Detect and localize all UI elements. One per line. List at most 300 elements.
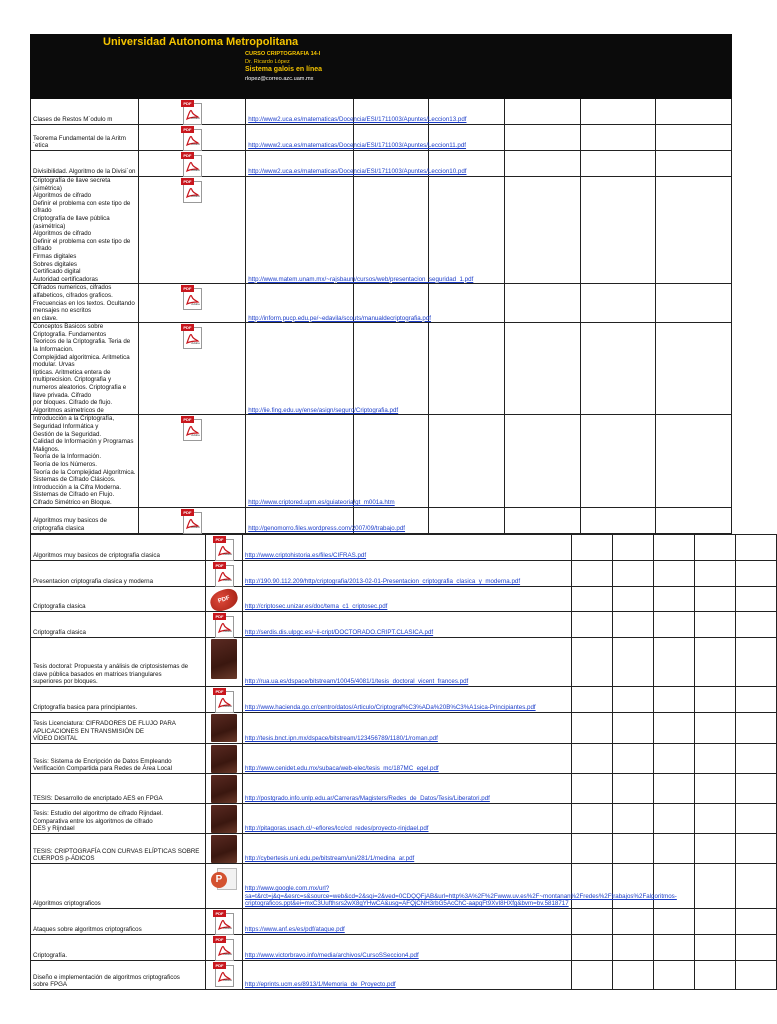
pdf-icon[interactable] [181,126,203,150]
resource-link[interactable]: http://genomorro.files.wordpress.com/2007/09/trabajo.pdf [248,524,406,532]
empty-cell [429,415,505,507]
url-cell [246,415,395,507]
adobe-label: Adobe [191,194,200,199]
empty-cell [654,935,695,961]
description-text: Tesis doctoral: Propuesta y análisis de criptosistemas de clave pública basados en matrices triangulares superiores por bloques. [33,663,189,686]
empty-cell [654,834,695,864]
pdf-icon[interactable] [181,285,203,309]
pdf-icon[interactable] [213,536,235,560]
table-row [31,864,777,909]
file-icon-cell [138,415,246,507]
url-cell [243,804,572,834]
empty-cell [736,612,777,638]
contact-email[interactable]: rlopez@correo.azc.uam.mx [245,75,314,82]
resource-link[interactable]: http://postgrado.info.unlp.edu.ar/Carreras/Magisters/Redes_de_Datos/Tesis/Liberatori.pdf [245,795,490,803]
table-row [31,612,777,638]
topic-description [31,99,139,125]
empty-cell [572,638,613,687]
pdf-tab-label: PDF [181,509,194,516]
thesis-cover-thumbnail[interactable] [211,775,237,803]
pdf-icon[interactable] [213,562,235,586]
pdf-tab-label: PDF [213,962,226,969]
file-icon-cell [138,125,246,151]
empty-cell [429,507,505,533]
empty-cell [429,35,505,99]
pdf-icon[interactable] [181,416,203,440]
resource-link[interactable]: http://serdis.dis.ulpgc.es/~ii-cript/DOCTORADO.CRIPT.CLASICA.pdf [245,629,434,637]
pdf-tab-label: PDF [213,910,226,917]
url-cell [243,834,572,864]
file-icon-cell [206,535,243,561]
empty-cell [505,323,581,415]
description-text: TESIS: Desarrollo de encriptado AES en FPGA [33,795,163,803]
empty-cell [736,561,777,587]
empty-cell [656,284,732,323]
empty-cell [613,744,654,774]
empty-cell [505,125,581,151]
table-row [31,587,777,612]
url-cell [246,151,467,177]
powerpoint-p-mark: P [211,872,227,888]
adobe-label: Adobe [223,704,232,709]
empty-cell [580,125,656,151]
pdf-tab-label: PDF [213,562,226,569]
pdf-tab-label: PDF [181,178,194,185]
empty-cell [572,834,613,864]
topic-description [31,561,206,587]
adobe-label: Adobe [223,952,232,957]
topic-description [31,713,206,744]
pdf-icon[interactable] [213,962,235,986]
pdf-tab-label: PDF [181,152,194,159]
pdf-tab-label: PDF [181,100,194,107]
description-text: Conceptos Basicos sobre Criptografia. Fundamentos Teoricos de la Criptografia. Teria de la Informacion. Complejidad algoritmica. Aritmetica modular. Urvas lipticas. Aritmetica entera de multiprecision. Criptografia y numeros aleatorios. Criptografia e llave privada. Cifrado por bloques. Cifrado de flujo. Algoritmos asimetricos de [33,323,131,414]
description-text: Criptografía de llave secreta (simétrica) Algoritmos de cifrado Definir el problema con este tipo de cifrado Criptografía de llave pública (asimétrica) Algoritmos de cifrado Definir el problema con este tipo de cifrado Firmas digitales Sobres digitales Certificado digital Autoridad certificadoras [33,177,131,283]
topic-description [31,151,139,177]
empty-cell [654,713,695,744]
empty-cell [654,587,695,612]
description-text: Teorema Fundamental de la Aritm´etica [33,134,126,150]
url-cell [246,284,432,323]
resource-link[interactable]: http://www2.uca.es/matematicas/Docencia/ESI/1711003/Apuntes/Leccion13.pdf [248,116,467,124]
empty-cell [613,612,654,638]
url-cell [243,774,572,804]
pdf-icon[interactable] [213,910,235,934]
empty-cell [572,561,613,587]
empty-cell [613,587,654,612]
resource-link[interactable]: http://www.criptohistoria.es/files/CIFRAS.pdf [245,552,367,560]
empty-cell [505,35,581,99]
pdf-tab-label: PDF [181,416,194,423]
adobe-label: Adobe [223,552,232,557]
empty-cell [695,612,736,638]
topic-description [31,587,206,612]
file-icon-cell [206,909,243,935]
description-text: Presentacion criptografia clasica y moderna [33,578,154,586]
empty-cell [572,804,613,834]
thesis-cover-thumbnail[interactable] [211,714,237,742]
file-icon-cell [206,961,243,990]
empty-cell [656,125,732,151]
thesis-cover-thumbnail[interactable] [211,745,237,773]
url-cell [243,909,572,935]
resource-link[interactable]: http://tesis.bnct.ipn.mx/dspace/bitstream/123456789/1180/1/roman.pdf [245,735,438,743]
topic-description [31,834,206,864]
topic-description [31,864,206,909]
file-icon-cell [206,935,243,961]
thesis-cover-thumbnail[interactable] [211,835,237,863]
pdf-icon[interactable] [181,509,203,533]
header-row [31,35,732,99]
adobe-label: Adobe [191,142,200,147]
empty-cell [656,415,732,507]
empty-cell [572,535,613,561]
course-info [205,35,322,83]
topic-description [31,935,206,961]
empty-cell [580,177,656,284]
empty-cell [572,612,613,638]
empty-cell [505,415,581,507]
table-row [31,834,777,864]
pdf-icon[interactable] [213,613,235,637]
file-icon-cell [206,804,243,834]
empty-cell [613,909,654,935]
file-icon-cell [138,151,246,177]
empty-cell [613,804,654,834]
topic-description [31,804,206,834]
empty-cell [656,35,732,99]
empty-cell [580,323,656,415]
resource-link[interactable]: http://rua.ua.es/dspace/bitstream/10045/4081/1/tesis_doctoral_vicent_frances.pdf [245,678,469,686]
empty-cell [505,99,581,125]
empty-cell [654,561,695,587]
resource-link[interactable]: http://190.90.112.209/http/criptografia/2013-02-01-Presentacion_criptografia_clasica_y_moderna.pdf [245,578,521,586]
resources-table [30,534,777,990]
empty-cell [736,909,777,935]
url-cell [243,864,677,909]
table-row [31,415,732,507]
topic-description [31,687,206,713]
pdf-tab-label: PDF [213,936,226,943]
description-text: Ataques sobre algoritmos criptograficos [33,926,142,934]
description-text: Diseño e implementación de algoritmos criptograficos sobre FPGA [33,973,180,989]
table-row [31,687,777,713]
empty-cell [505,177,581,284]
file-icon-cell [206,687,243,713]
description-text: Introducción a la Criptografía, Seguridad Informática y Gestión de la Seguridad. Calidad de Información y Programas Malignos. Teoría de la Información. Teoría de los Números. Teoría de la Complejidad Algorítmica. Sistemas de Cifrado Clásicos. Introducción a la Cifra Moderna. Sistemas de Cifrado en Flujo. Cifrado Simétrico en Bloque. [33,415,136,506]
empty-cell [736,687,777,713]
resource-link[interactable]: http://criptosec.unizar.es/doc/tema_c1_criptosec.pdf [245,603,388,611]
empty-cell [736,935,777,961]
description-text: Algoritmos muy basicos de criptografia clasica [33,552,160,560]
description-text: Algoritmos muy basicos de criptografia clasica [33,517,107,532]
adobe-label: Adobe [223,629,232,634]
empty-cell [572,864,613,909]
empty-cell [656,507,732,533]
empty-cell [695,834,736,864]
pdf-icon[interactable] [213,688,235,712]
empty-cell [505,151,581,177]
powerpoint-icon[interactable] [211,866,237,892]
university-title: Universidad Autonoma Metropolitana [103,36,299,48]
resource-link[interactable]: http://www.victorbravo.info/media/archivos/CursoSSeccion4.pdf [245,952,419,960]
resource-link[interactable]: http://iie.fing.edu.uy/ense/asign/seguro/Criptografia.pdf [248,406,399,414]
url-cell [246,125,467,151]
resource-link[interactable]: http://www.criptored.upm.es/guiateoria/gt_m001a.htm [248,498,395,506]
empty-cell [654,687,695,713]
resource-link[interactable]: http://www.cenidet.edu.mx/subaca/web-elec/tesis_mc/187MC_egel.pdf [245,765,439,773]
table-row [31,713,777,744]
pdf-tab-label: PDF [213,613,226,620]
empty-cell [736,864,777,909]
empty-cell [572,935,613,961]
table-row [31,935,777,961]
topic-description [31,323,139,415]
course-table [30,34,732,534]
empty-cell [736,713,777,744]
resource-link[interactable]: http://www2.uca.es/matematicas/Docencia/ESI/1711003/Apuntes/Leccion10.pdf [248,168,467,176]
adobe-label: Adobe [191,116,200,121]
file-icon-cell [138,99,246,125]
empty-cell [580,415,656,507]
url-cell [243,961,572,990]
table-row [31,284,732,323]
url-cell [243,935,572,961]
course-name: CURSO CRIPTOGRAFIA 14-I [245,51,321,57]
table-row [31,177,732,284]
file-icon-cell [206,744,243,774]
empty-cell [695,744,736,774]
pdf-icon[interactable] [181,324,203,348]
file-icon-cell [206,638,243,687]
empty-cell [580,284,656,323]
table-row [31,561,777,587]
url-cell [246,507,406,533]
pdf-icon[interactable] [181,152,203,176]
topic-description [31,774,206,804]
empty-cell [505,284,581,323]
url-cell [246,323,399,415]
adobe-label: Adobe [223,926,232,931]
empty-cell [654,535,695,561]
empty-cell [656,99,732,125]
table-row [31,323,732,415]
empty-cell [695,961,736,990]
table-row [31,774,777,804]
pdf-icon[interactable] [213,936,235,960]
adobe-label: Adobe [191,168,200,173]
url-cell [243,561,572,587]
resource-link[interactable]: http://eprints.ucm.es/8913/1/Memoria_de_Proyecto.pdf [245,981,396,989]
table-row [31,125,732,151]
empty-cell [654,864,695,909]
topic-description [31,638,206,687]
description-text: Cifrados numericos, cifrados alfabeticos, cifrados graficos. Frecuencias en los textos. Ocultando mensajes no escritos en clave. [33,284,135,322]
resource-link[interactable]: http://www.matem.unam.mx/~rajsbaum/cursos/web/presentacion_seguridad_1.pdf [248,275,474,283]
empty-cell [695,713,736,744]
file-icon-cell [138,177,246,284]
pdf-tab-label: PDF [213,536,226,543]
empty-cell [613,935,654,961]
empty-cell [656,151,732,177]
description-text: Divisibilidad. Algoritmo de la Divisi´on [33,168,136,176]
empty-cell [736,638,777,687]
file-icon-cell [206,587,243,612]
empty-cell [736,804,777,834]
empty-cell [736,961,777,990]
url-cell [243,587,572,612]
table-row [31,507,732,533]
pdf-tab-label: PDF [181,324,194,331]
empty-cell [572,744,613,774]
resource-link[interactable]: http://www.hacienda.go.cr/centro/datos/Articulo/Criptograf%C3%ADa%20B%C3%A1sica-Principiantes.pdf [245,704,536,712]
file-icon-cell [206,561,243,587]
thesis-cover-thumbnail[interactable] [211,639,237,679]
empty-cell [695,587,736,612]
empty-cell [572,961,613,990]
pdf-tab-label: PDF [181,126,194,133]
empty-cell [654,744,695,774]
file-icon-cell [138,507,246,533]
topic-description [31,125,139,151]
empty-cell [429,284,505,323]
empty-cell [656,177,732,284]
resource-link[interactable]: http://inform.pucp.edu.pe/~edavila/scouts/manualdecriptografia.pdf [248,314,432,322]
table-row [31,151,732,177]
empty-cell [572,774,613,804]
topic-description [31,177,139,284]
empty-cell [613,961,654,990]
header-title-cell [31,35,354,99]
file-icon-cell [206,612,243,638]
empty-cell [654,638,695,687]
empty-cell [736,774,777,804]
empty-cell [736,535,777,561]
empty-cell [613,561,654,587]
resource-link[interactable]: http://www2.uca.es/matematicas/Docencia/ESI/1711003/Apuntes/Leccion11.pdf [248,142,467,150]
empty-cell [505,507,581,533]
empty-cell [429,323,505,415]
empty-cell [654,612,695,638]
topic-description [31,612,206,638]
empty-cell [654,909,695,935]
description-text: Criptografia clasica [33,603,86,611]
pdf-icon[interactable] [181,178,203,202]
empty-cell [695,687,736,713]
empty-cell [613,864,654,909]
empty-cell [613,687,654,713]
topic-description [31,535,206,561]
adobe-label: Adobe [223,578,232,583]
empty-cell [580,99,656,125]
pdf-tab-label: PDF [213,688,226,695]
empty-cell [580,151,656,177]
url-cell [243,638,572,687]
adobe-label: Adobe [223,978,232,983]
empty-cell [695,638,736,687]
empty-cell [695,935,736,961]
empty-cell [353,323,429,415]
resource-link[interactable]: http://www.google.com.mx/url?sa=t&rct=j&q=&esrc=s&source=web&cd=2&sqi=2&ved=0CDQQFjAB&url=http%3A%2F%2Fwww.uv.es%2F~montanan%2Fredes%2Ftrabajos%2Falgoritmos-criptograficos.ppt&ei=mxC3Uufthsrs2wX8gYHwCA&usg=AFQjCNH3rbG5AcChC-aapqFt9XvI8HXfg&bvm=bv.5818717 [245,885,677,908]
url-cell [246,177,474,284]
description-text: Clases de Restos M´odulo m [33,116,113,124]
url-cell [243,612,572,638]
description-text: Criptografía. [33,952,68,960]
resource-link[interactable]: http://cybertesis.uni.edu.pe/bitstream/uni/281/1/medina_ar.pdf [245,855,415,863]
empty-cell [654,774,695,804]
file-icon-cell [206,834,243,864]
empty-cell [736,744,777,774]
empty-cell [572,687,613,713]
description-text: Tesis: Sistema de Encripción de Datos Empleando Verificación Compartida para Redes de Área Local [33,757,172,773]
empty-cell [353,177,429,284]
url-cell [243,687,572,713]
empty-cell [580,35,656,99]
description-text: Algoritmos criptograficos [33,900,101,908]
empty-cell [695,561,736,587]
file-icon-cell [138,284,246,323]
empty-cell [695,864,736,909]
empty-cell [695,909,736,935]
pdf-icon[interactable] [181,100,203,124]
thesis-cover-thumbnail[interactable] [211,805,237,833]
empty-cell [613,713,654,744]
topic-description [31,507,139,533]
url-cell [243,713,572,744]
adobe-label: Adobe [191,432,200,437]
empty-cell [613,774,654,804]
empty-cell [654,804,695,834]
empty-cell [572,909,613,935]
table-row [31,535,777,561]
empty-cell [572,587,613,612]
topic-description [31,284,139,323]
url-cell [243,535,572,561]
url-cell [243,744,572,774]
file-icon-cell [138,323,246,415]
url-cell [246,99,467,125]
pdf-badge-icon[interactable]: PDF [208,586,241,614]
empty-cell [695,774,736,804]
table-row [31,638,777,687]
empty-cell [656,323,732,415]
empty-cell [580,507,656,533]
file-icon-cell [206,774,243,804]
topic-description [31,961,206,990]
adobe-label: Adobe [191,301,200,306]
resource-link[interactable]: https://www.anf.es/es/pdf/ataque.pdf [245,926,345,934]
adobe-label: Adobe [191,524,200,529]
description-text: Criptografía clasica [33,629,86,637]
table-row [31,99,732,125]
empty-cell [613,535,654,561]
description-text: Criptografía basica para principiantes. [33,704,138,712]
system-name: Sistema galois en línea [245,66,323,73]
table-row [31,909,777,935]
table-row [31,744,777,774]
adobe-label: Adobe [191,340,200,345]
empty-cell [695,804,736,834]
description-text: TESIS: CRIPTOGRAFÍA CON CURVAS ELÍPTICAS SOBRE CUERPOS p-ÁDICOS [33,847,200,863]
empty-cell [654,961,695,990]
empty-cell [695,535,736,561]
empty-cell [353,415,429,507]
empty-cell [736,587,777,612]
pdf-tab-label: PDF [181,285,194,292]
professor-name: Dr. Ricardo López [245,58,290,65]
resource-link[interactable]: http://pitagoras.usach.cl/~eflores/lcc/cd_redes/proyecto-rinjdael.pdf [245,825,429,833]
file-icon-cell [206,864,243,909]
